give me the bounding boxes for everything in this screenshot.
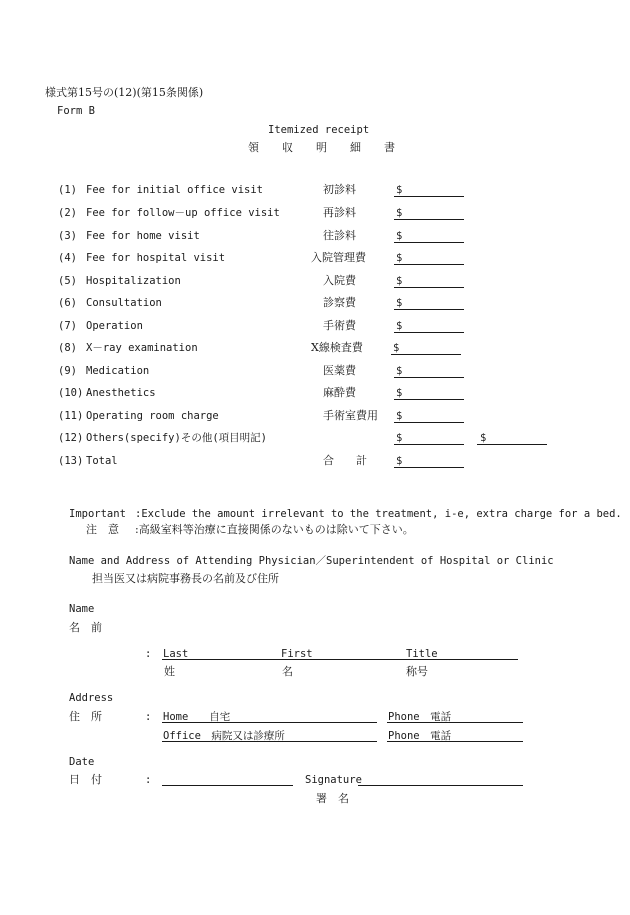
item-number: (7) xyxy=(58,320,77,332)
item-label-jp: 入院管理費 xyxy=(311,251,366,264)
item-label-jp: 手術室費用 xyxy=(323,409,378,422)
item-label-en: Consultation xyxy=(86,297,162,309)
item-label-en: Fee for initial office visit xyxy=(86,184,264,196)
item-number: (13) xyxy=(58,455,84,467)
physician-heading-en: Name and Address of Attending Physician／Superintendent of Hospital or Clinic xyxy=(69,555,554,567)
dollar-sign: $ xyxy=(396,297,403,309)
dollar-sign: $ xyxy=(396,410,403,422)
colon: : xyxy=(145,648,152,660)
name-field[interactable] xyxy=(162,659,518,660)
dollar-sign: $ xyxy=(396,230,403,242)
important-text-en: :Exclude the amount irrelevant to the treatment, i-e, extra charge for a bed. xyxy=(135,508,622,520)
item-label-en: Total xyxy=(86,455,118,467)
home-phone-field[interactable] xyxy=(387,722,523,723)
item-number: (11) xyxy=(58,410,84,422)
dollar-sign: $ xyxy=(393,342,400,354)
form-code: Form B xyxy=(57,105,95,117)
item-number: (5) xyxy=(58,275,77,287)
title-label: Title xyxy=(406,648,438,660)
item-label-jp: 医薬費 xyxy=(323,364,356,377)
signature-field[interactable] xyxy=(358,785,523,786)
home-address-label: Home 自宅 xyxy=(163,711,231,723)
dollar-sign: $ xyxy=(396,387,403,399)
dollar-sign: $ xyxy=(396,455,403,467)
amount-field[interactable] xyxy=(394,309,464,310)
title-english: Itemized receipt xyxy=(268,124,370,136)
item-label-jp: 往診料 xyxy=(323,229,356,242)
amount-field[interactable] xyxy=(394,242,464,243)
item-label-jp: 診察費 xyxy=(323,296,356,309)
signature-label: Signature xyxy=(305,774,362,786)
item-number: (12) xyxy=(58,432,84,444)
amount-field[interactable] xyxy=(394,196,464,197)
title-japanese: 領 収 明 細 書 xyxy=(248,141,401,154)
item-label-en: Anesthetics xyxy=(86,387,156,399)
last-name-label: Last xyxy=(163,648,189,660)
item-label-en: Operating room charge xyxy=(86,410,219,422)
item-label-jp: 初診料 xyxy=(323,183,356,196)
item-label-jp: 麻酔費 xyxy=(323,386,356,399)
physician-heading-jp: 担当医又は病院事務長の名前及び住所 xyxy=(92,572,279,585)
office-address-label: Office 病院又は診療所 xyxy=(163,730,285,742)
item-number: (1) xyxy=(58,184,77,196)
amount-field[interactable] xyxy=(394,264,464,265)
important-label-en: Important xyxy=(69,508,126,520)
first-name-label-jp: 名 xyxy=(282,665,293,678)
dollar-sign-second: $ xyxy=(480,432,487,444)
item-number: (8) xyxy=(58,342,77,354)
first-name-label: First xyxy=(281,648,313,660)
dollar-sign: $ xyxy=(396,184,403,196)
amount-field[interactable] xyxy=(394,287,464,288)
item-label-en: Fee for follow－up office visit xyxy=(86,207,280,219)
amount-field[interactable] xyxy=(394,332,464,333)
amount-field[interactable] xyxy=(394,422,464,423)
item-label-jp: 手術費 xyxy=(323,319,356,332)
important-label-jp: 注 意 xyxy=(86,523,119,536)
office-address-field[interactable] xyxy=(162,741,377,742)
amount-field[interactable] xyxy=(394,219,464,220)
office-phone-label: Phone 電話 xyxy=(388,730,452,742)
item-label-en: Fee for hospital visit xyxy=(86,252,226,264)
item-number: (9) xyxy=(58,365,77,377)
item-label-jp: X線検査費 xyxy=(311,341,363,354)
item-number: (6) xyxy=(58,297,77,309)
date-label-en: Date xyxy=(69,756,95,768)
address-label-en: Address xyxy=(69,692,114,704)
name-label-en: Name xyxy=(69,603,95,615)
important-text-jp: :高級室料等治療に直接関係のないものは除いて下さい。 xyxy=(135,523,414,536)
last-name-label-jp: 姓 xyxy=(164,665,175,678)
item-label-en: Fee for home visit xyxy=(86,230,200,242)
form-reference: 様式第15号の(12)(第15条関係) xyxy=(45,86,204,99)
other-amount-field[interactable] xyxy=(477,444,547,445)
home-phone-label: Phone 電話 xyxy=(388,711,452,723)
item-label-en: Operation xyxy=(86,320,143,332)
colon: : xyxy=(145,774,152,786)
dollar-sign: $ xyxy=(396,207,403,219)
amount-field[interactable] xyxy=(391,354,461,355)
item-label-en: X－ray examination xyxy=(86,342,198,354)
item-number: (2) xyxy=(58,207,77,219)
date-label-jp: 日 付 xyxy=(69,773,102,786)
item-number: (3) xyxy=(58,230,77,242)
item-label-en: Hospitalization xyxy=(86,275,181,287)
dollar-sign: $ xyxy=(396,275,403,287)
item-label-en: Others(specify)その他(項目明記) xyxy=(86,432,267,444)
signature-label-jp: 署 名 xyxy=(316,792,349,805)
item-number: (4) xyxy=(58,252,77,264)
name-label-jp: 名 前 xyxy=(69,621,102,634)
dollar-sign: $ xyxy=(396,365,403,377)
total-amount-field[interactable] xyxy=(394,467,464,468)
item-number: (10) xyxy=(58,387,84,399)
colon: : xyxy=(145,711,152,723)
dollar-sign: $ xyxy=(396,252,403,264)
address-label-jp: 住 所 xyxy=(69,710,102,723)
item-label-en: Medication xyxy=(86,365,150,377)
amount-field[interactable] xyxy=(394,399,464,400)
dollar-sign: $ xyxy=(396,432,403,444)
amount-field[interactable] xyxy=(394,377,464,378)
item-label-jp: 入院費 xyxy=(323,274,356,287)
dollar-sign: $ xyxy=(396,320,403,332)
title-label-jp: 称号 xyxy=(406,665,428,678)
item-label-jp: 再診料 xyxy=(323,206,356,219)
office-phone-field[interactable] xyxy=(387,741,523,742)
date-field[interactable] xyxy=(162,785,293,786)
amount-field[interactable] xyxy=(394,444,464,445)
home-address-field[interactable] xyxy=(162,722,377,723)
item-label-jp: 合 計 xyxy=(323,454,367,467)
